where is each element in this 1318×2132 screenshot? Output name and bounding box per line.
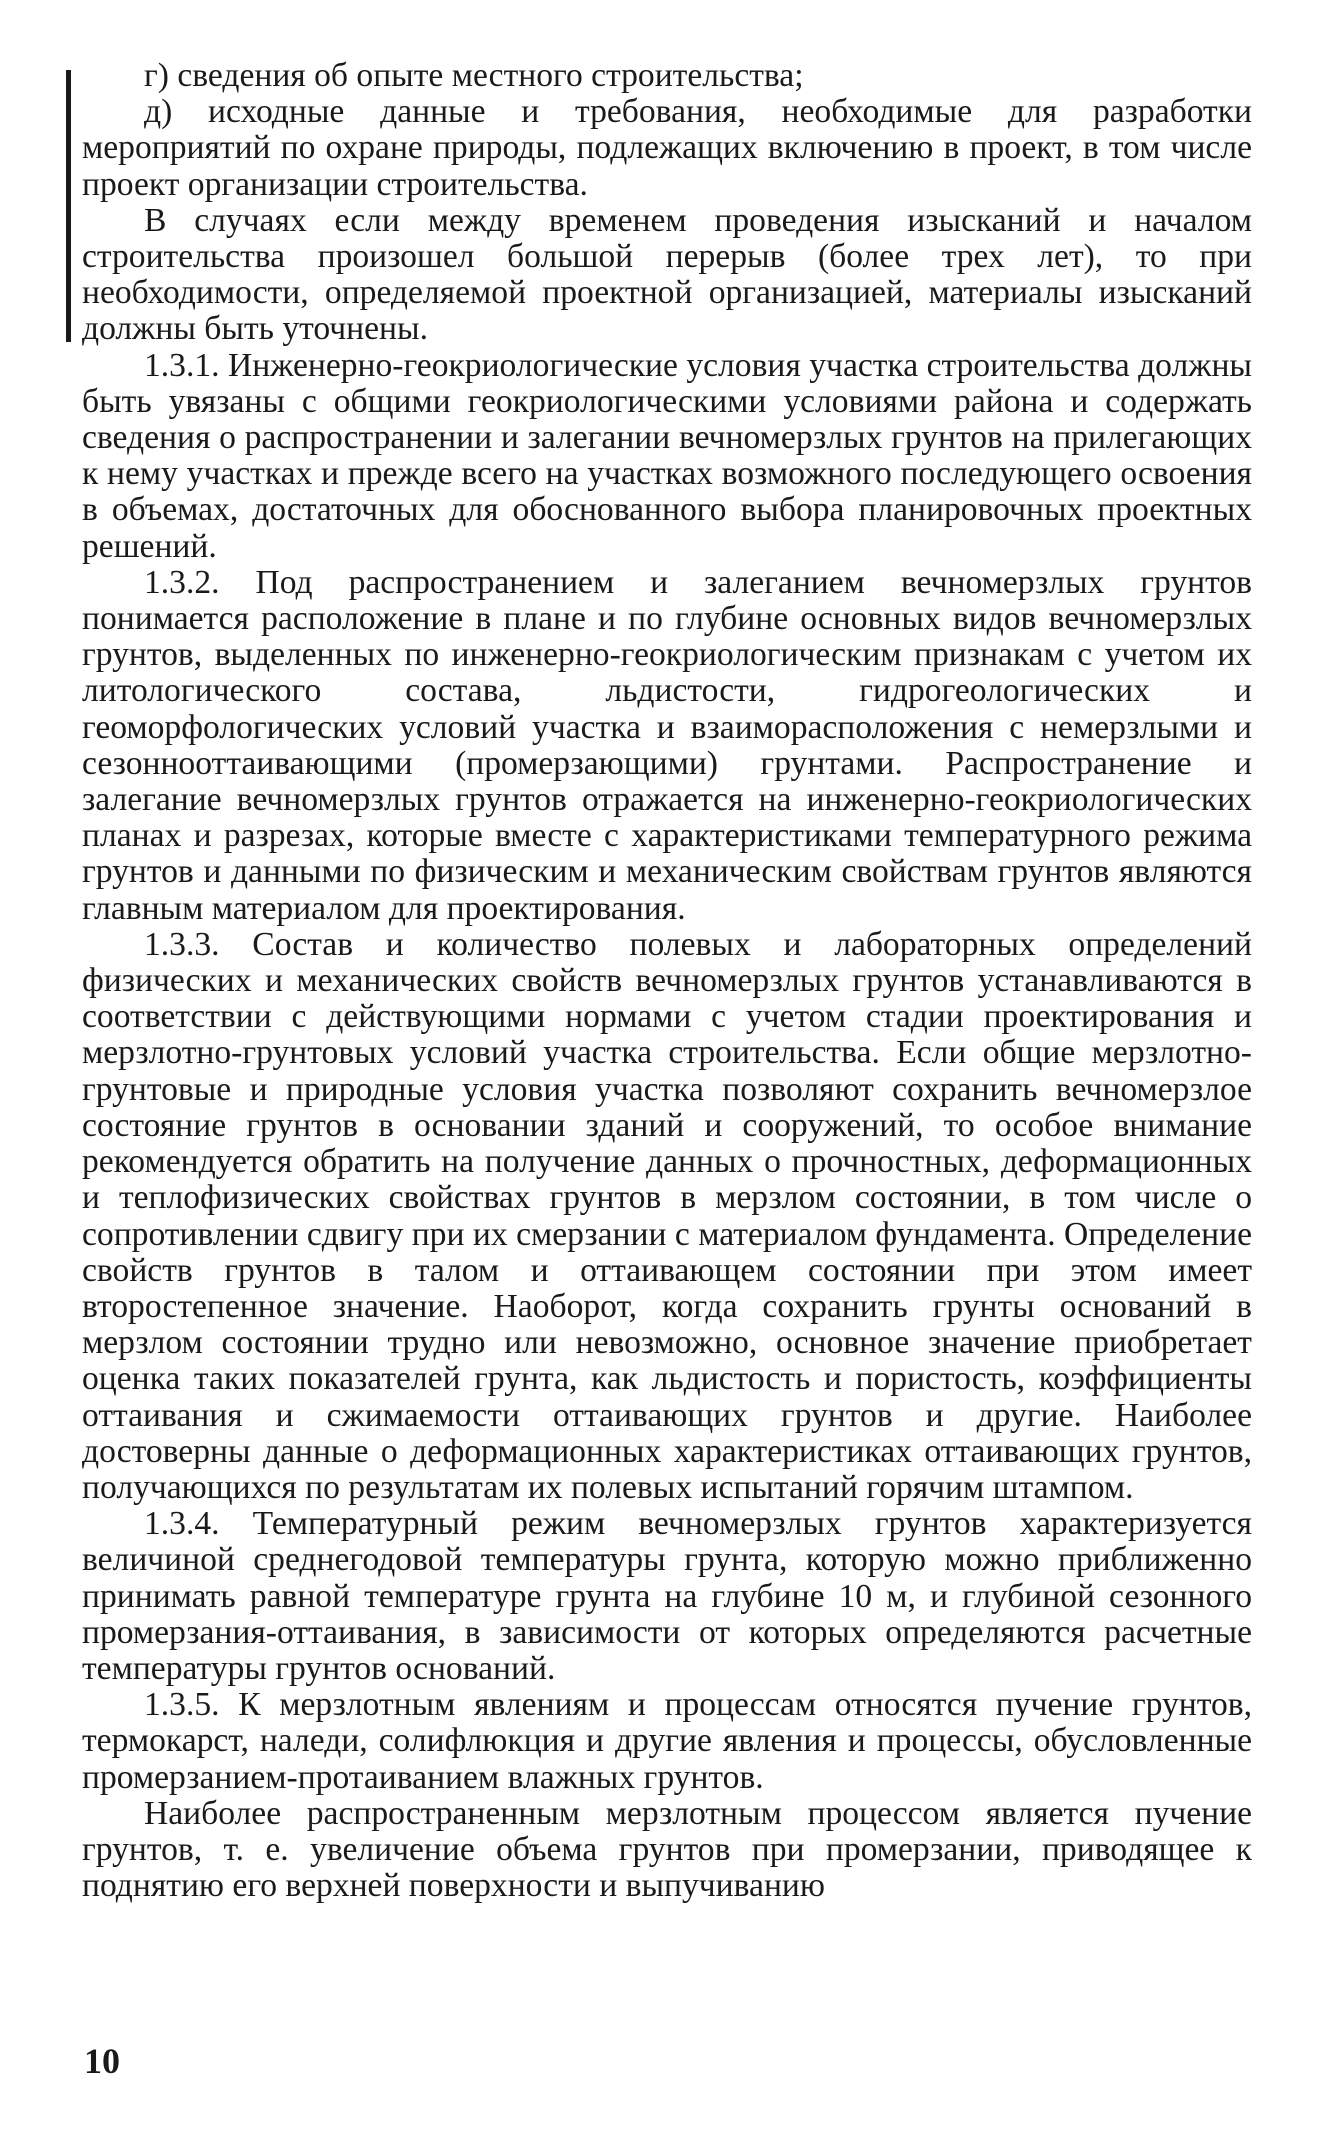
paragraph-item-d: д) исходные данные и требования, необходимые для разработки мероприятий по охране природы, подлежащих включению в проект, в том числе проект организации строительства. — [82, 93, 1252, 203]
paragraph-frost-heave: Наиболее распространенным мерзлотным процессом является пучение грунтов, т. е. увеличение объема грунтов при промерзании, приводящее к поднятию его верхней поверхности и выпучиванию — [82, 1794, 1252, 1905]
paragraph-item-g: г) сведения об опыте местного строительства; — [144, 57, 804, 94]
section-1-3-1: 1.3.1. Инженерно-геокриологические условия участка строительства должны быть увязаны с общими геокриологическими условиями района и содержать сведения о распространении и залегании вечномерзлых грунтов на прилегающих к нему участках и прежде всего на участках возможного последующего освоения в объемах, достаточных для обоснованного выбора планировочных проектных решений. — [82, 346, 1252, 565]
section-1-3-5: 1.3.5. К мерзлотным явлениям и процессам относятся пучение грунтов, термокарст, наледи, солифлюкция и другие явления и процессы, обусловленные промерзанием-протаиванием влажных грунтов. — [82, 1686, 1252, 1796]
document-page — [82, 58, 1252, 1904]
paragraph-survey-update: В случаях если между временем проведения изысканий и началом строительства произошел большой перерыв (более трех лет), то при необходимости, определяемой проектной организацией, материалы изысканий должны быть уточнены. — [82, 201, 1252, 348]
section-1-3-2: 1.3.2. Под распространением и залеганием вечномерзлых грунтов понимается расположение в плане и по глубине основных видов вечномерзлых грунтов, выделенных по инженерно-геокриологическим признакам с учетом их литологического состава, льдистости, гидрогеологических и геоморфологических условий участка и взаиморасположения с немерзлыми и сезоннооттаивающими (промерзающими) грунтами. Распространение и залегание вечномерзлых грунтов отражается на инженерно-геокриологических планах и разрезах, которые вместе с характеристиками температурного режима грунтов и данными по физическим и механическим свойствам грунтов являются главным материалом для проектирования. — [82, 563, 1252, 927]
section-1-3-4: 1.3.4. Температурный режим вечномерзлых грунтов характеризуется величиной среднегодовой температуры грунта, которую можно приближенно принимать равной температуре грунта на глубине 10 м, и глубиной сезонного промерзания-оттаивания, в зависимости от которых определяются расчетные температуры грунтов оснований. — [82, 1505, 1252, 1687]
page-number: 10 — [84, 2041, 120, 2081]
revision-change-bar — [66, 70, 71, 342]
section-1-3-3: 1.3.3. Состав и количество полевых и лабораторных определений физических и механических свойств вечномерзлых грунтов устанавливаются в соответствии с действующими нормами с учетом стадии проектирования и мерзлотно-грунтовых условий участка строительства. Если общие мерзлотно-грунтовые и природные условия участка позволяют сохранить вечномерзлое состояние грунтов в основании зданий и сооружений, то особое внимание рекомендуется обратить на получение данных о прочностных, деформационных и теплофизических свойствах грунтов в мерзлом состоянии, в том числе о сопротивлении сдвигу при их смерзании с материалом фундамента. Определение свойств грунтов в талом и оттаивающем состоянии при этом имеет второстепенное значение. Наоборот, когда сохранить грунты оснований в мерзлом состоянии трудно или невозможно, основное значение приобретает оценка таких показателей грунта, как льдистость и пористость, коэффициенты оттаивания и сжимаемости оттаивающих грунтов и другие. Наиболее достоверны данные о деформационных характеристиках оттаивающих грунтов, получающихся по результатам их полевых испытаний горячим штампом. — [82, 925, 1252, 1506]
